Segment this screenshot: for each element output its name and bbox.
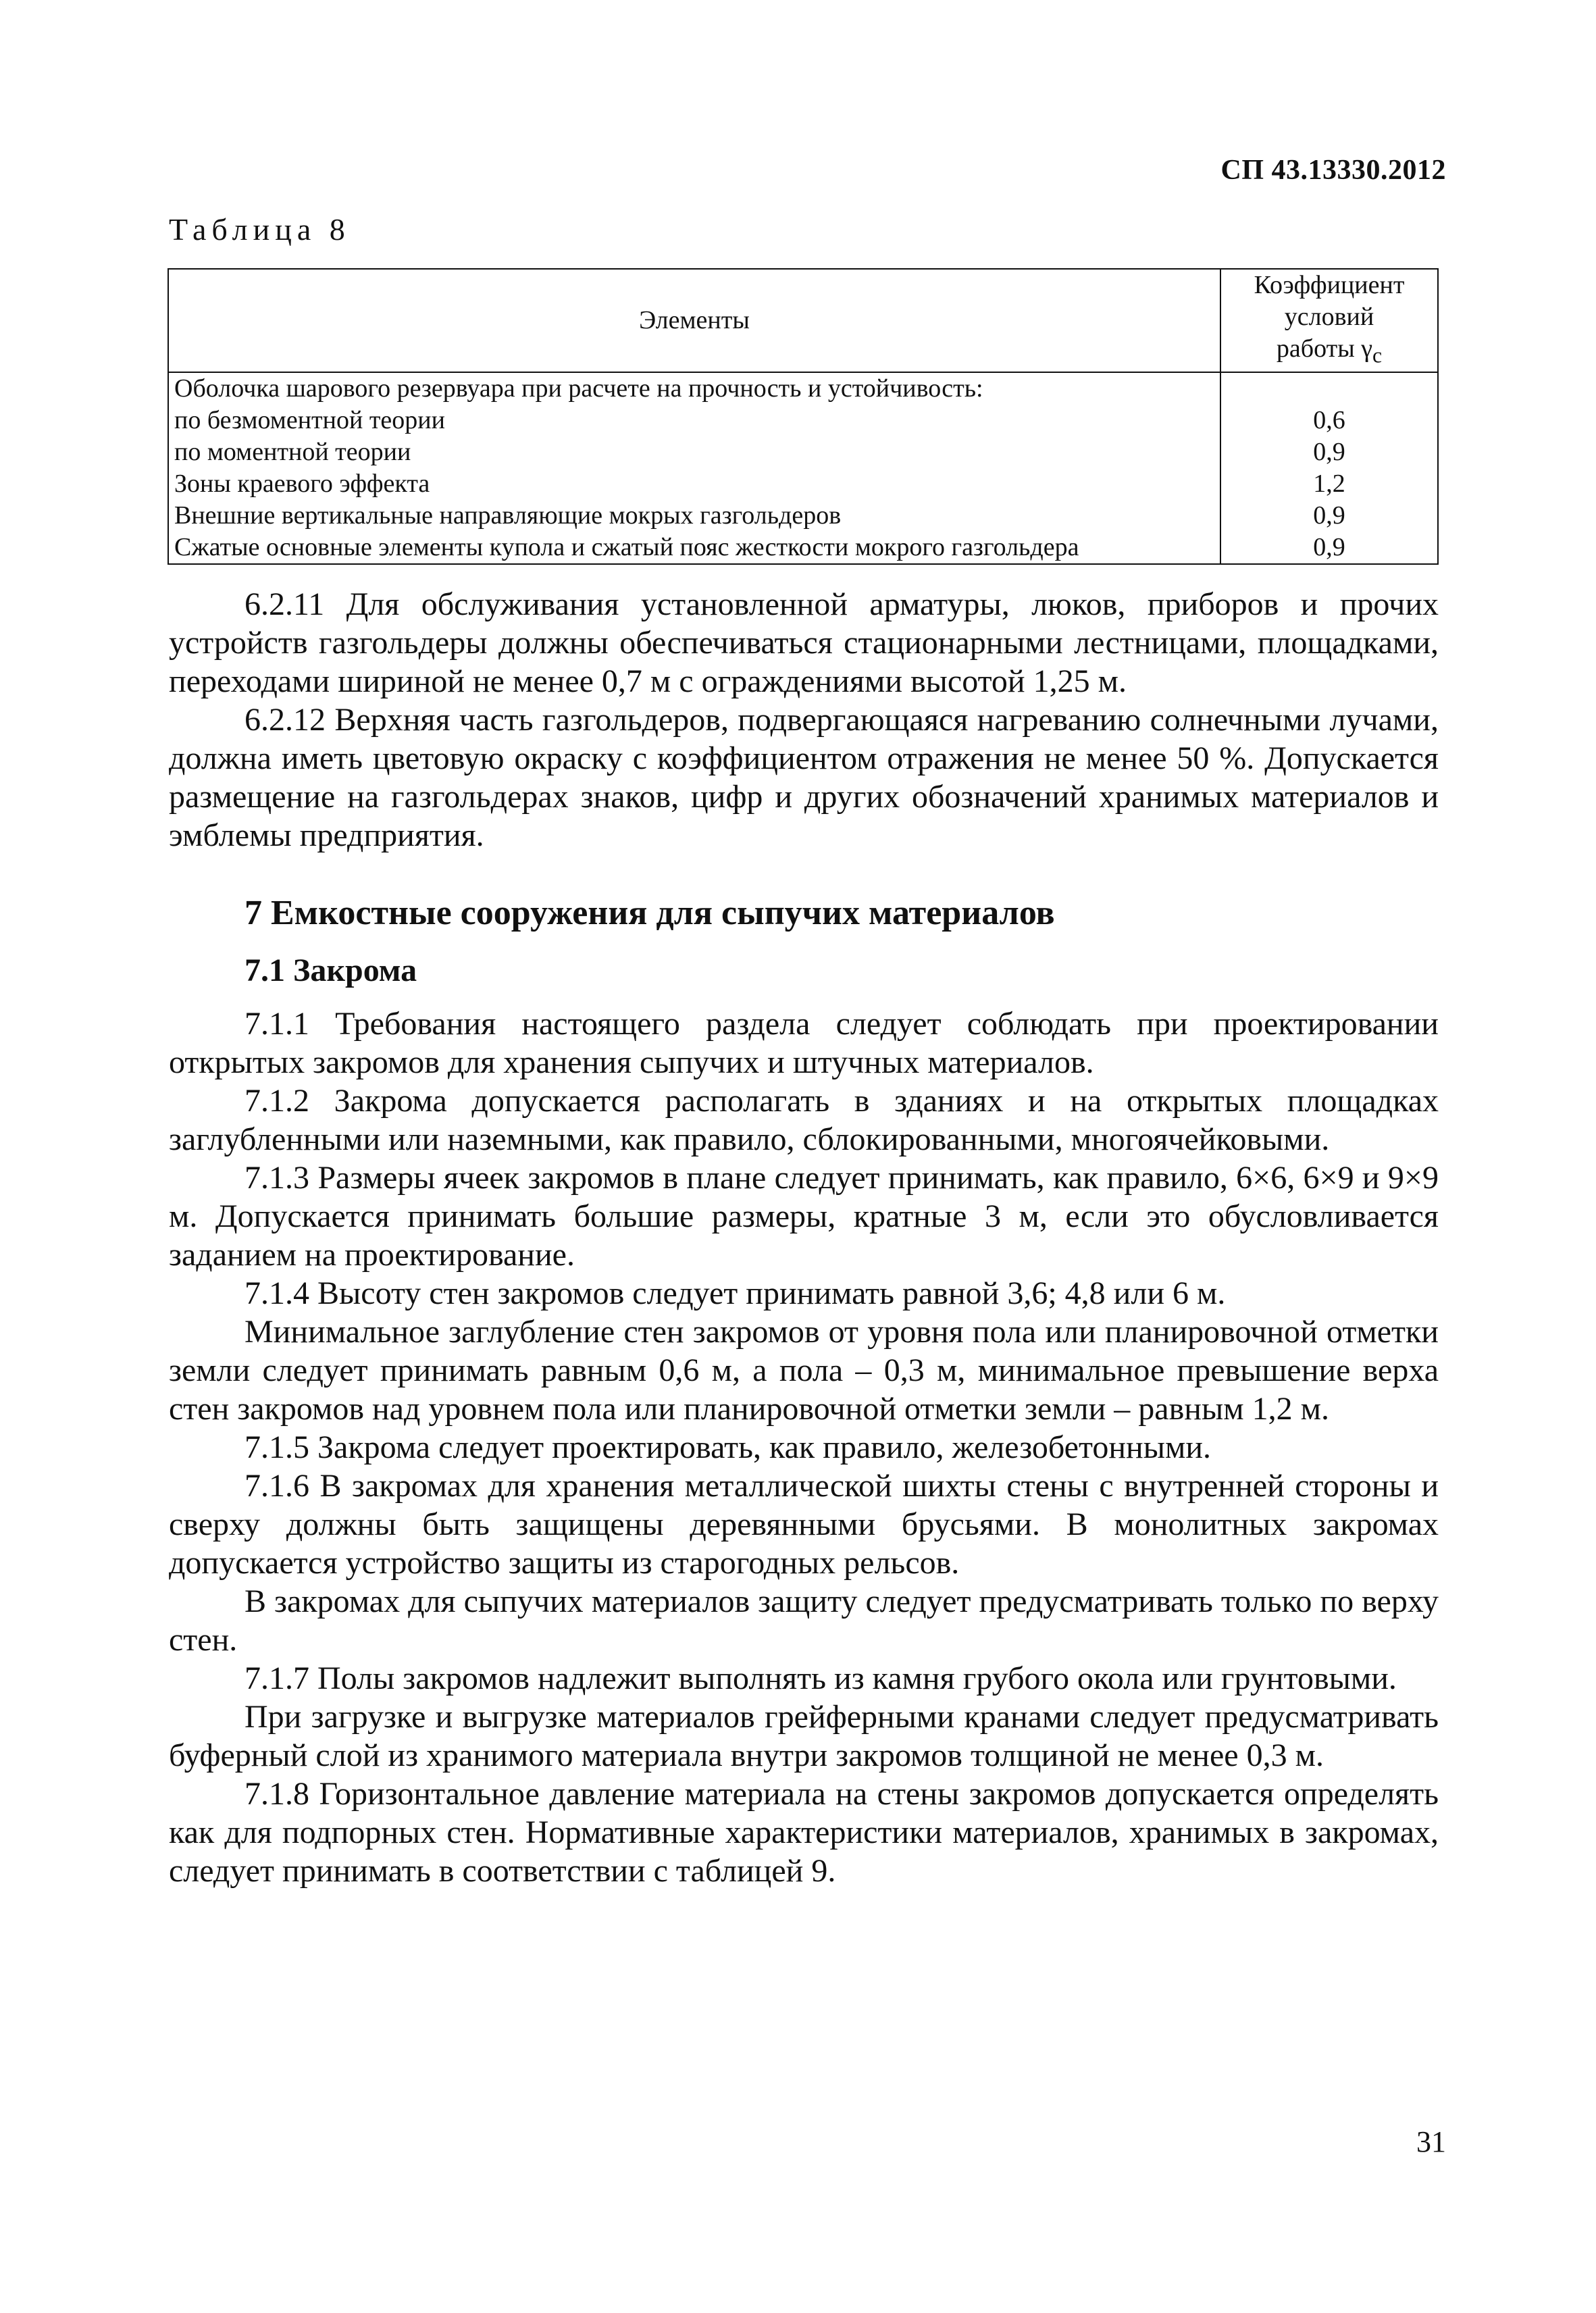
table-cell-value: 0,6 (1220, 405, 1438, 436)
paragraph-7-1-2: 7.1.2 Закрома допускается располагать в зданиях и на открытых площадках заглубленными или наземными, как правило, сблокированными, многоячейковыми. (169, 1083, 1439, 1157)
paragraph-7-1-4-continued: Минимальное заглубление стен закромов от уровня пола или планировочной отметки земли следует принимать равным 0,6 м, а пола – 0,3 м, минимальное превышение верха стен закромов над уровнем пола или планировочной отметки земли – равным 1,2 м. (169, 1314, 1439, 1427)
coef-header-line-1: Коэффициент (1254, 271, 1405, 299)
paragraph-7-1-4: 7.1.4 Высоту стен закромов следует принимать равной 3,6; 4,8 или 6 м. (244, 1275, 1226, 1311)
table-cell-element: Внешние вертикальные направляющие мокрых газгольдеров (168, 500, 1220, 532)
table-cell-value: 0,9 (1220, 532, 1438, 564)
table-cell-element: Сжатые основные элементы купола и сжатый пояс жесткости мокрого газгольдера (168, 532, 1220, 564)
column-header-coefficient (1220, 269, 1438, 372)
table-caption: Таблица 8 (169, 212, 351, 247)
paragraph-6-2-12: 6.2.12 Верхняя часть газгольдеров, подвергающаяся нагреванию солнечными лучами, должна иметь цветовую окраску с коэффициентом отражения не менее 50 %. Допускается размещение на газгольдерах знаков, цифр и других обозначений хранимых материалов и эмблемы предприятия. (169, 702, 1439, 853)
document-body (169, 585, 1439, 1890)
table-header-row (168, 269, 1438, 372)
coefficient-table (168, 268, 1439, 565)
table-cell-value: 1,2 (1220, 468, 1438, 500)
coef-header-subscript: c (1372, 343, 1383, 367)
page-number: 31 (1416, 2125, 1446, 2158)
coef-header-line-3: работы γ (1276, 334, 1373, 363)
paragraph-6-2-11: 6.2.11 Для обслуживания установленной арматуры, люков, приборов и прочих устройств газгольдеры должны обеспечиваться стационарными лестницами, площадками, переходами шириной не менее 0,7 м с ограждениями высотой 1,25 м. (169, 586, 1439, 699)
paragraph-7-1-3: 7.1.3 Размеры ячеек закромов в плане следует принимать, как правило, 6×6, 6×9 и 9×9 м. Допускается принимать большие размеры, кратные 3 м, если это обусловливается заданием на проектирование. (169, 1160, 1439, 1273)
document-code: СП 43.13330.2012 (1220, 155, 1446, 186)
paragraph-7-1-8: 7.1.8 Горизонтальное давление материала на стены закромов допускается определять как для подпорных стен. Нормативные характеристики материалов, хранимых в закромах, следует принимать в соответствии с таблицей 9. (169, 1776, 1439, 1889)
table-row (168, 405, 1438, 436)
coef-header-line-2: условий (1284, 303, 1374, 331)
section-7-heading: 7 Емкостные сооружения для сыпучих материалов (244, 894, 1055, 932)
paragraph-7-1-1: 7.1.1 Требования настоящего раздела следует соблюдать при проектировании открытых закромов для хранения сыпучих и штучных материалов. (169, 1006, 1439, 1080)
table-row (168, 372, 1438, 405)
table-cell-element: по безмоментной теории (168, 405, 1220, 436)
paragraph-7-1-6: 7.1.6 В закромах для хранения металлической шихты стены с внутренней стороны и сверху должны быть защищены деревянными брусьями. В монолитных закромах допускается устройство защиты из старогодных рельсов. (169, 1468, 1439, 1581)
paragraph-7-1-7: 7.1.7 Полы закромов надлежит выполнять из камня грубого окола или грунтовыми. (244, 1660, 1397, 1696)
column-header-elements: Элементы (168, 269, 1220, 372)
table-cell-element: Оболочка шарового резервуара при расчете на прочность и устойчивость: (168, 372, 1220, 405)
table-cell-value: 0,9 (1220, 500, 1438, 532)
paragraph-7-1-6-continued: В закромах для сыпучих материалов защиту следует предусматривать только по верху стен. (169, 1583, 1439, 1658)
table-row (168, 436, 1438, 468)
table-row (168, 500, 1438, 532)
table-cell-value (1220, 372, 1438, 405)
table-cell-value: 0,9 (1220, 436, 1438, 468)
table-cell-element: Зоны краевого эффекта (168, 468, 1220, 500)
paragraph-7-1-5: 7.1.5 Закрома следует проектировать, как правило, железобетонными. (244, 1429, 1211, 1465)
table-cell-element: по моментной теории (168, 436, 1220, 468)
paragraph-7-1-7-continued: При загрузке и выгрузке материалов грейферными кранами следует предусматривать буферный слой из хранимого материала внутри закромов толщиной не менее 0,3 м. (169, 1699, 1439, 1773)
section-7-1-heading: 7.1 Закрома (244, 952, 417, 988)
table-row (168, 532, 1438, 564)
table-row (168, 468, 1438, 500)
